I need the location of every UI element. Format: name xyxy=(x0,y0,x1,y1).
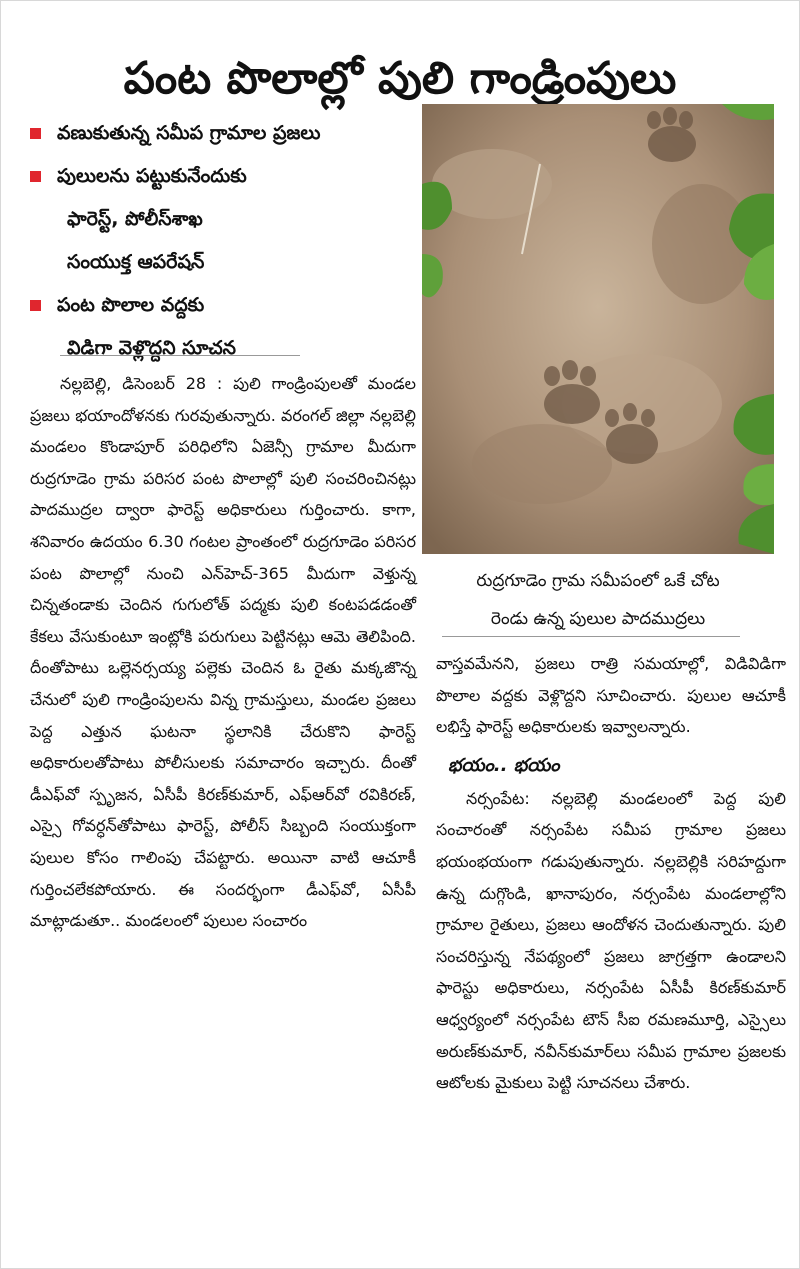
highlights-list xyxy=(30,112,410,370)
bullet-square-icon xyxy=(30,300,41,311)
article-paragraph: నల్లబెల్లి, డిసెంబర్ 28 : పులి గాండ్రింపులతో మండల ప్రజలు భయాందోళనకు గురవుతున్నారు. వరంగల్ జిల్లా నల్లబెల్లి మండలం కొండాపూర్ పరిధిలోని ఏజెన్సీ గ్రామాల మీదుగా రుద్రగూడెం గ్రామ పరిసర పంట పొలాల్లో పులి సంచరించినట్లు పాదముద్రల ద్వారా ఫారెస్ట్ అధికారులు గుర్తించారు. కాగా, శనివారం ఉదయం 6.30 గంటల ప్రాంతంలో రుద్రగూడెం పరిసర పంట పొలాల్లో నుంచి ఎన్‌హెచ్-365 మీదుగా వెళ్తున్న చిన్నతండాకు చెందిన గుగులోత్ పద్మకు పులి కంటపడడంతో కేకలు వేసుకుంటూ ఇంట్లోకి పరుగులు పెట్టినట్లు ఆమె తెలిపింది. దీంతోపాటు ఒల్లెనర్సయ్య పల్లెకు చెందిన ఓ రైతు మక్కజొన్న చేనులో పులి గాండ్రింపులను విన్న గ్రామస్తులు, మండల ప్రజలు పెద్ద ఎత్తున ఘటనా స్థలానికి చేరుకొని ఫారెస్ట్ అధికారులతోపాటు పోలీసులకు సమాచారం ఇచ్చారు. దీంతో డీఎఫ్‌వో స్పృజన, ఏసీపీ కిరణ్‌కుమార్, ఎఫ్‌ఆర్‌వో రవికిరణ్, ఎస్సై గోవర్ధన్‌తోపాటు ఫారెస్ట్, పోలీస్ సిబ్బంది సంయుక్తంగా పులుల కోసం గాలింపు చేపట్టారు. అయినా వాటి ఆచూకీ గుర్తించలేకపోయారు. ఈ సందర్భంగా డీఎఫ్‌వో, ఏసీపీ మాట్లాడుతూ.. మండలంలో పులుల సంచారం xyxy=(30,374,416,931)
article-paragraph: నర్సంపేట: నల్లబెల్లి మండలంలో పెద్ద పులి సంచారంతో నర్సంపేట సమీప గ్రామాల ప్రజలు భయంభయంగా గడుపుతున్నారు. నల్లబెల్లికి సరిహద్దుగా ఉన్న దుగ్గొండి, ఖానాపురం, నర్సంపేట మండలాల్లోని గ్రామాల రైతులు, ప్రజలు ఆందోళన చెందుతున్నారు. పులి సంచరిస్తున్న నేపథ్యంలో ప్రజలు జాగ్రత్తగా ఉండాలని ఫారెస్టు అధికారులు, నర్సంపేట ఏసీపీ కిరణ్‌కుమార్ ఆధ్వర్యంలో నర్సంపేట టౌన్ సీఐ రమణమూర్తి, ఎస్సైలు అరుణ్‌కుమార్, నవీన్‌కుమార్‌లు సమీప గ్రామాల ప్రజలకు ఆటోలకు మైకులు పెట్టి సూచనలు చేశారు. xyxy=(436,788,786,1093)
divider xyxy=(442,636,740,637)
article-paragraph: వాస్తవమేనని, ప్రజలు రాత్రి సమయాల్లో, విడివిడిగా పొలాల వద్దకు వెళ్లొద్దని సూచించారు. పులుల ఆచూకీ లభిస్తే ఫారెస్ట్ అధికారులకు ఇవ్వాలన్నారు. xyxy=(436,654,786,737)
highlight-text-continued: విడిగా వెళ్లొద్దని సూచన xyxy=(67,337,236,359)
pugmark-photo xyxy=(422,104,774,554)
bullet-square-icon xyxy=(30,171,41,182)
article-column-left xyxy=(30,368,416,937)
headline: పంట పొలాల్లో పులి గాండ్రింపులు xyxy=(123,53,677,105)
photo-caption xyxy=(422,562,774,638)
highlight-text-continued: సంయుక్త ఆపరేషన్ xyxy=(67,251,205,273)
highlight-text-continued: ఫారెస్ట్, పోలీస్‌శాఖ xyxy=(67,208,203,230)
bullet-square-icon xyxy=(30,128,41,139)
subheading: భయం.. భయం xyxy=(448,754,560,776)
caption-line: రుద్రగూడెం గ్రామ సమీపంలో ఒకే చోట xyxy=(476,571,720,591)
caption-line: రెండు ఉన్న పులుల పాదముద్రలు xyxy=(490,609,706,629)
divider xyxy=(60,355,300,356)
highlight-item xyxy=(30,112,410,155)
highlight-text: పులులను పట్టుకునేందుకు xyxy=(57,165,247,187)
article-column-right xyxy=(436,648,786,1099)
highlight-item xyxy=(30,155,410,198)
highlight-text: పంట పొలాల వద్దకు xyxy=(57,294,205,316)
highlight-item xyxy=(30,284,410,327)
highlight-text: వణుకుతున్న సమీప గ్రామాల ప్రజలు xyxy=(57,122,321,144)
